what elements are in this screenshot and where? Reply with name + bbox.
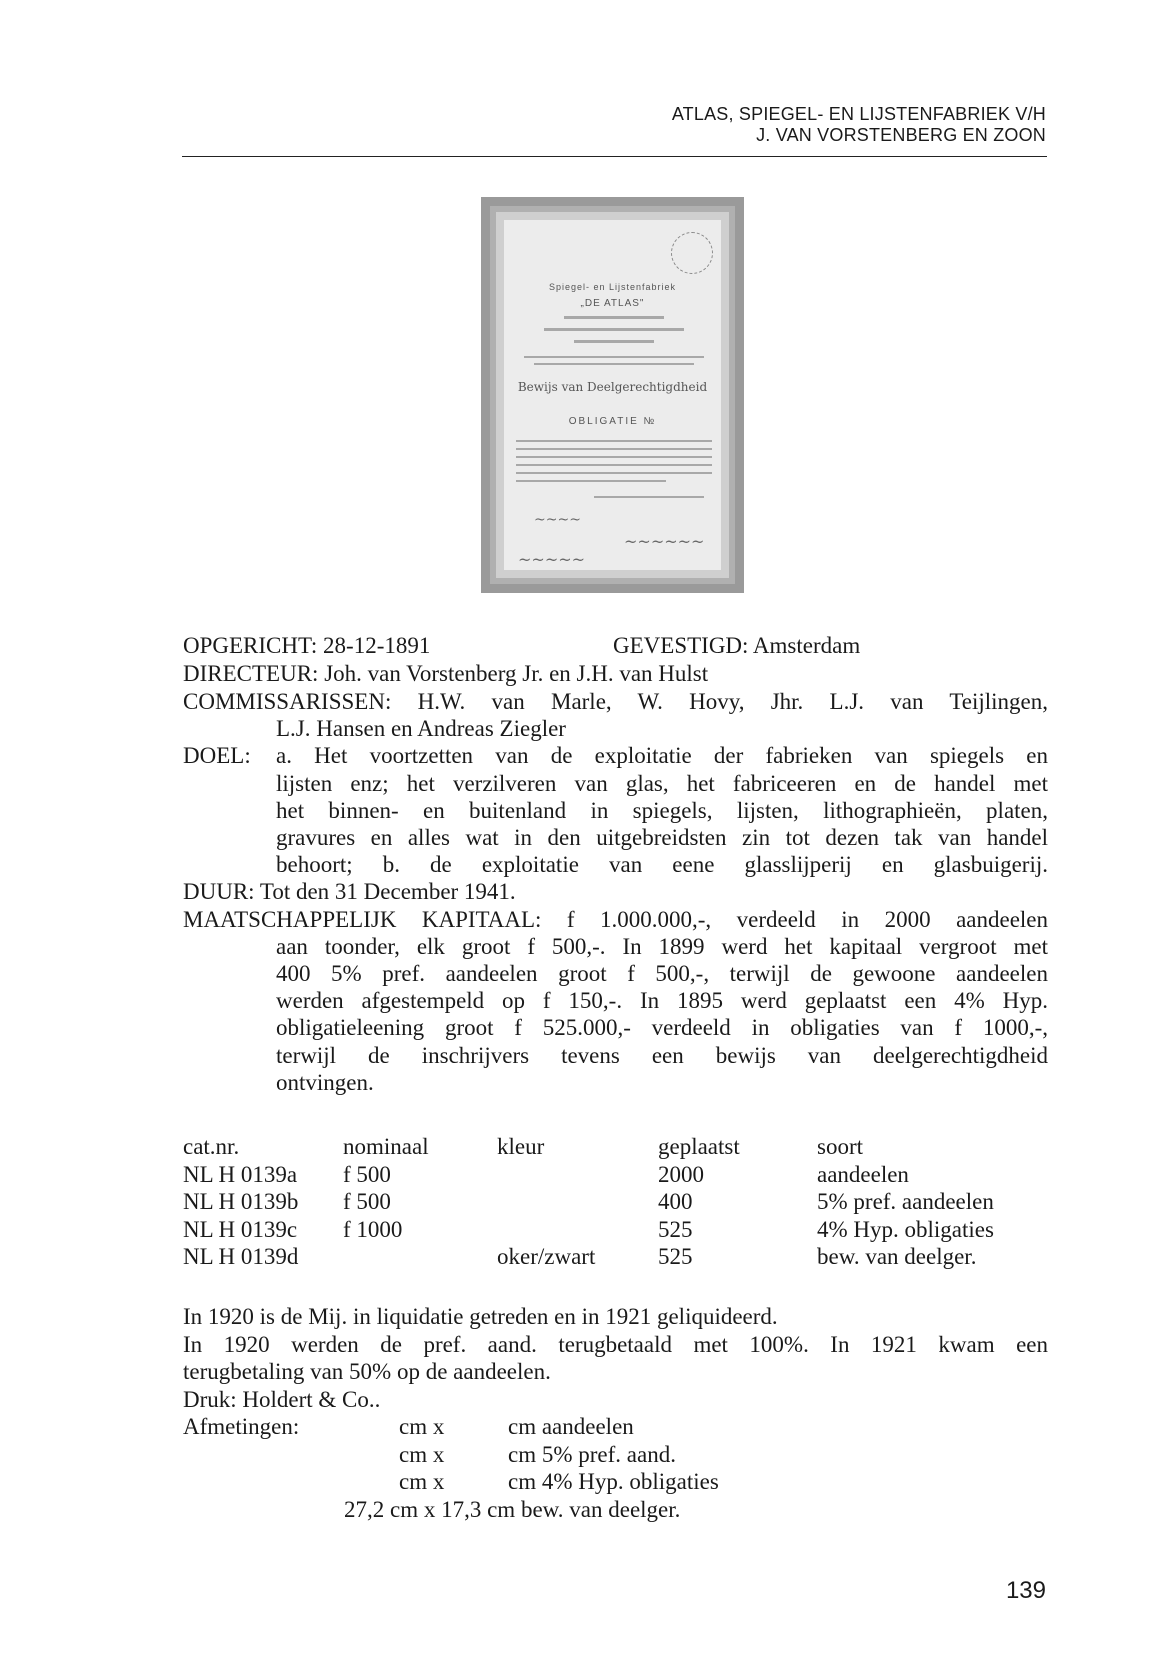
col-header-soort: soort [817, 1134, 863, 1159]
header-line-1: ATLAS, SPIEGEL- EN LIJSTENFABRIEK V/H [671, 104, 1046, 124]
cell-kleur [497, 1161, 658, 1189]
afm-last: 27,2 cm x 17,3 cm bew. van deelger. [344, 1496, 681, 1522]
note-line-2: In 1920 werden de pref. aand. terugbetaald met 100%. In 1921 kwam een [183, 1331, 1048, 1357]
cell-geplaatst: 400 [658, 1189, 693, 1214]
afm-type: cm aandeelen [508, 1414, 634, 1439]
note-line-1: In 1920 is de Mij. in liquidatie getreden en in 1921 geliquideerd. [183, 1304, 778, 1329]
table-row [183, 1243, 1048, 1271]
commissarissen-line-2: L.J. Hansen en Andreas Ziegler [276, 716, 566, 741]
directeur: DIRECTEUR: Joh. van Vorstenberg Jr. en J.H. van Hulst [183, 661, 709, 686]
table-row [183, 1188, 1048, 1216]
running-header [672, 104, 1046, 146]
gevestigd: GEVESTIGD: Amsterdam [613, 633, 861, 658]
kapitaal-line-4: werden afgestempeld op f 150,-. In 1895 werd geplaatst een 4% Hyp. [276, 988, 1048, 1013]
cell-nominaal: f 500 [343, 1189, 391, 1214]
cell-geplaatst: 2000 [658, 1161, 704, 1187]
kapitaal-line-5: obligatieleening groot f 525.000,- verdeeld in obligaties van f 1000,-, [276, 1015, 1048, 1040]
cell-catnr: NL H 0139d [183, 1244, 299, 1269]
cell-soort: aandeelen [817, 1161, 909, 1187]
note-line-3: terugbetaling van 50% op de aandeelen. [183, 1359, 551, 1384]
druk: Druk: Holdert & Co.. [183, 1386, 381, 1412]
cert-bewijs: Bewijs van Deelgerechtigdheid [517, 380, 708, 394]
doel-line-2: lijsten enz; het verzilveren van glas, het fabriceeren en de handel met [276, 771, 1048, 796]
afm-cmx: cm x [399, 1414, 445, 1439]
cell-geplaatst: 525 [658, 1216, 693, 1242]
doel-line-1: a. Het voortzetten van de exploitatie der fabrieken van spiegels en [276, 743, 1048, 768]
cell-kleur [497, 1188, 658, 1216]
cert-company: Spiegel- en Lijstenfabriek [548, 282, 677, 292]
cell-kleur: oker/zwart [497, 1244, 596, 1269]
cell-soort: 4% Hyp. obligaties [817, 1216, 994, 1242]
cert-name: „DE ATLAS" [580, 298, 645, 309]
stamp-icon [671, 232, 713, 274]
cell-nominaal [343, 1243, 497, 1271]
afmetingen-label: Afmetingen: [183, 1414, 300, 1439]
page-number: 139 [1005, 1577, 1046, 1604]
cell-catnr: NL H 0139a [183, 1161, 298, 1187]
cell-geplaatst: 525 [658, 1244, 693, 1269]
signature-1: ~~~~ [534, 512, 581, 528]
signature-2: ~~~~~~ [624, 532, 705, 551]
doel-line-4: gravures en alles wat in den uitgebreidsten zin tot dezen tak van handel [276, 825, 1048, 850]
table-header-row [183, 1133, 1048, 1161]
afm-cmx: cm x [399, 1441, 445, 1467]
doel-line-5: behoort; b. de exploitatie van eene glasslijperij en glasbuigerij. [276, 852, 1048, 877]
cell-soort: bew. van deelger. [817, 1244, 977, 1269]
signature-3: ~~~~~ [518, 550, 586, 569]
commissarissen-line-1: COMMISSARISSEN: H.W. van Marle, W. Hovy, Jhr. L.J. van Teijlingen, [183, 689, 1048, 714]
kapitaal-line-3: 400 5% pref. aandeelen groot f 500,-, terwijl de gewoone aandeelen [276, 961, 1048, 986]
cell-kleur [497, 1216, 658, 1244]
notes [183, 1303, 1048, 1413]
table-row [183, 1161, 1048, 1189]
kapitaal-line-6: terwijl de inschrijvers tevens een bewijs van deelgerechtigdheid [276, 1043, 1048, 1068]
afm-type: cm 4% Hyp. obligaties [508, 1469, 719, 1494]
certificate-image [481, 197, 744, 593]
cell-nominaal: f 1000 [343, 1216, 403, 1242]
cell-nominaal: f 500 [343, 1161, 391, 1187]
stock-table [183, 1133, 1048, 1271]
opgericht: OPGERICHT: 28-12-1891 [183, 633, 431, 658]
col-header-catnr: cat.nr. [183, 1134, 240, 1159]
cell-catnr: NL H 0139c [183, 1216, 298, 1242]
col-header-geplaatst: geplaatst [658, 1134, 740, 1159]
header-rule [182, 156, 1047, 157]
duur: DUUR: Tot den 31 December 1941. [183, 879, 516, 904]
cell-catnr: NL H 0139b [183, 1189, 299, 1214]
col-header-kleur: kleur [497, 1134, 545, 1159]
cell-soort: 5% pref. aandeelen [817, 1189, 994, 1214]
header-line-2: J. VAN VORSTENBERG EN ZOON [756, 125, 1046, 145]
afm-type: cm 5% pref. aand. [508, 1441, 676, 1467]
kapitaal-line-1: MAATSCHAPPELIJK KAPITAAL: f 1.000.000,-, verdeeld in 2000 aandeelen [183, 907, 1048, 932]
afm-cmx: cm x [399, 1469, 445, 1494]
doel-label: DOEL: [183, 743, 251, 768]
table-row [183, 1216, 1048, 1244]
kapitaal-line-7: ontvingen. [276, 1070, 374, 1095]
col-header-nominaal: nominaal [343, 1134, 429, 1159]
afmetingen [183, 1413, 1048, 1523]
cert-obligatie: OBLIGATIE № [568, 416, 657, 427]
doel-line-3: het binnen- en buitenland in spiegels, lijsten, lithographieën, platen, [276, 798, 1048, 823]
kapitaal-line-2: aan toonder, elk groot f 500,-. In 1899 werd het kapitaal vergroot met [276, 934, 1048, 959]
